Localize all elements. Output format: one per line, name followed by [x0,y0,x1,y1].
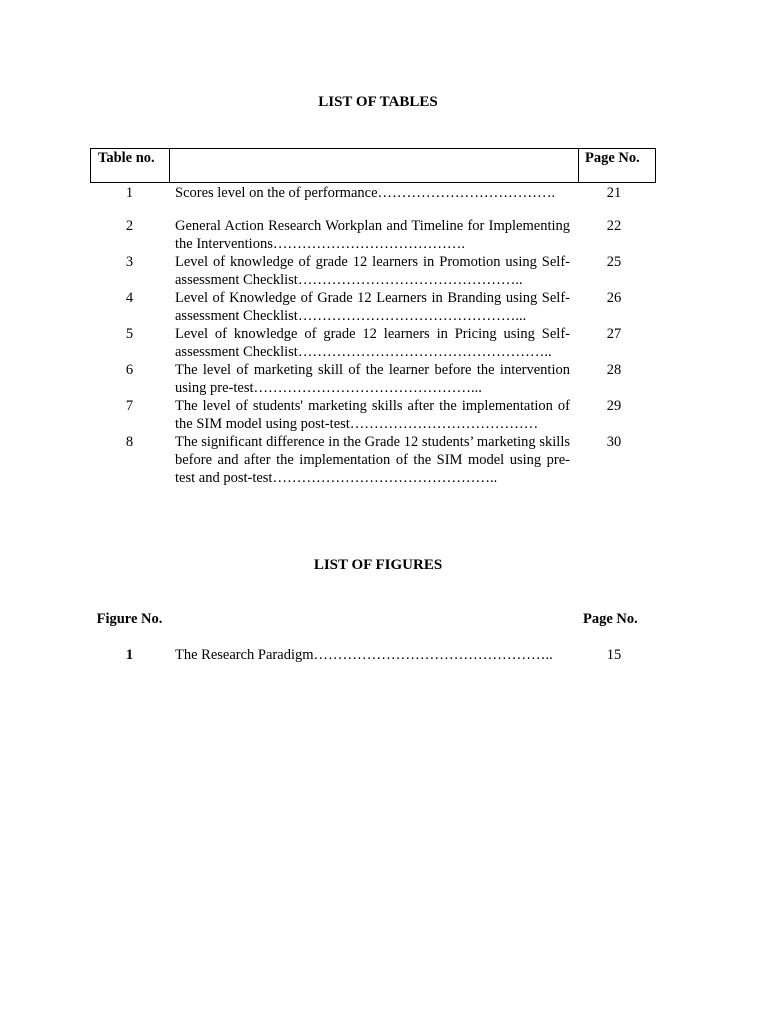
table-entry-2[interactable] [90,217,656,253]
figure-title: The Research Paradigm………………………………………….. [175,647,553,663]
table-list [90,184,656,487]
table-number: 6 [125,362,134,378]
figure-no-header: Figure No. [96,611,163,627]
table-title: The level of marketing skill of the learner before the intervention using pre-test………………………………………... [175,362,570,396]
table-page: 29 [606,398,622,414]
table-page: 21 [606,185,622,201]
table-entry-7[interactable] [90,397,656,433]
table-header-row [90,148,656,183]
figure-page-no-header: Page No. [583,611,638,627]
table-number: 4 [125,290,134,306]
figure-page: 15 [606,647,622,663]
table-title: Level of Knowledge of Grade 12 Learners in Branding using Self-assessment Checklist………………………………………... [175,290,570,324]
table-number: 1 [125,185,134,201]
table-number: 3 [125,254,134,270]
table-number: 8 [125,434,134,450]
table-entry-8[interactable] [90,433,656,487]
figure-entry-1[interactable] [90,646,656,664]
page-no-header: Page No. [585,150,640,166]
table-page: 28 [606,362,622,378]
list-of-figures-heading: LIST OF FIGURES [313,557,443,573]
table-page: 30 [606,434,622,450]
table-title: General Action Research Workplan and Timeline for Implementing the Interventions…………………………………. [175,218,570,252]
table-page: 26 [606,290,622,306]
table-no-header: Table no. [98,150,155,166]
table-entry-3[interactable] [90,253,656,289]
column-divider [578,149,579,182]
table-number: 7 [125,398,134,414]
table-page: 22 [606,218,622,234]
table-entry-1[interactable] [90,184,656,202]
table-title: The level of students' marketing skills after the implementation of the SIM model using post-test………………………………… [175,398,570,432]
table-entry-4[interactable] [90,289,656,325]
table-entry-6[interactable] [90,361,656,397]
table-number: 5 [125,326,134,342]
table-page: 25 [606,254,622,270]
table-title: Level of knowledge of grade 12 learners in Promotion using Self-assessment Checklist……………………………………….. [175,254,570,288]
table-title: Level of knowledge of grade 12 learners in Pricing using Self-assessment Checklist…………………………………………….. [175,326,570,360]
table-page: 27 [606,326,622,342]
table-title: Scores level on the of performance………………………………. [175,185,556,201]
table-title: The significant difference in the Grade 12 students’ marketing skills before and after the implementation of the SIM model using pre-test and post-test……………………………………….. [175,434,570,486]
column-divider [169,149,170,182]
table-entry-5[interactable] [90,325,656,361]
table-number: 2 [125,218,134,234]
figure-number: 1 [125,647,134,663]
list-of-tables-heading: LIST OF TABLES [318,94,438,110]
